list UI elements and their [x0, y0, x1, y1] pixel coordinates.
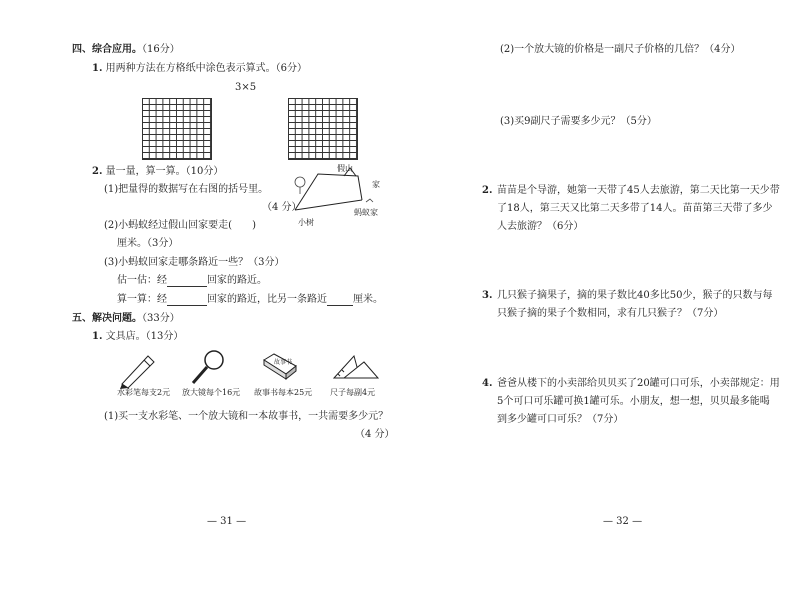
- question-text: 文具店。（13分）: [105, 331, 184, 342]
- question-2-line-1: 苗苗是个导游，她第一天带了45人去旅游，第二天比第一天少带: [497, 185, 780, 196]
- magnifier-icon: [188, 348, 228, 388]
- calc-suffix: 厘米。: [353, 294, 383, 305]
- sub-question-2-2: (2)小蚂蚁经过假山回家要走( ): [104, 220, 256, 231]
- question-1-line: [92, 63, 307, 75]
- estimate-prefix: 估一估：经: [117, 275, 167, 286]
- sub-question-2-3: (3)小蚂蚁回家走哪条路近一些？（3分）: [104, 257, 285, 268]
- question-number-2: 2.: [482, 185, 493, 196]
- sub-question-2-1: (1)把量得的数据写在右图的括号里。: [104, 184, 269, 195]
- question-3-line-1: 几只猴子摘果子，摘的果子数比40多比50少，猴子的只数与每: [497, 290, 773, 301]
- section-4-heading: [72, 44, 180, 56]
- sub-question-1-1: (1)买一支水彩笔、一个放大镜和一本故事书，一共需要多少元？: [104, 411, 389, 422]
- calculate-line: [117, 294, 383, 306]
- expression: 3×5: [235, 82, 257, 93]
- item-ruler-caption: [330, 387, 375, 399]
- section-5-heading: [72, 313, 180, 325]
- calc-prefix: 算一算：经: [117, 294, 167, 305]
- section-4-title: 四、综合应用。: [72, 44, 142, 55]
- item-pen-caption: [117, 387, 170, 399]
- question-text: 用两种方法在方格纸中涂色表示算式。（6分）: [105, 63, 308, 74]
- estimate-suffix: 回家的路近。: [207, 275, 267, 286]
- map-label-hill: 假山: [337, 164, 353, 173]
- item-price: 每副4元: [346, 388, 376, 397]
- pen-icon: [118, 350, 158, 390]
- page-number-right: — 32 —: [603, 516, 643, 527]
- book-cover-text: 故事书: [274, 359, 293, 366]
- question-2-line: [92, 166, 223, 178]
- calc-middle: 回家的路近，比另一条路近: [207, 294, 327, 305]
- question-number: 1.: [92, 63, 103, 74]
- item-name: 故事书: [254, 388, 278, 397]
- ant-route-map: [290, 162, 390, 232]
- item-name: 水彩笔: [117, 388, 141, 397]
- question-number-3: 3.: [482, 290, 493, 301]
- sub-question-1-3: (3)买9副尺子需要多少元？（5分）: [500, 116, 657, 127]
- question-4-line-2: 5个可口可乐罐可换1罐可乐。小朋友，想一想，贝贝最多能喝: [497, 396, 770, 407]
- section-5-points: （33分）: [142, 313, 180, 324]
- question-number: 2.: [92, 166, 103, 177]
- calc-blank-diff[interactable]: [327, 295, 353, 306]
- question-4-line-3: 到多少罐可口可乐？（7分）: [497, 414, 624, 425]
- map-label-home: 家: [372, 180, 380, 189]
- item-name: 放大镜: [182, 388, 206, 397]
- map-label-ant: 蚂蚁家: [354, 208, 378, 217]
- page-number-left: — 31 —: [207, 516, 247, 527]
- question-2-line-3: 人去旅游？（6分）: [497, 221, 584, 232]
- map-label-tree: 小树: [298, 218, 314, 227]
- item-book-caption: [254, 387, 312, 399]
- item-price: 每支2元: [141, 388, 171, 397]
- item-price: 每个16元: [206, 388, 241, 397]
- grid-paper-2[interactable]: [288, 98, 358, 160]
- sub-question-2-2-cont: 厘米。（3分）: [117, 238, 179, 249]
- sub-question-2-1-points: （4 分）: [262, 202, 302, 213]
- grid-paper-1[interactable]: [142, 98, 212, 160]
- estimate-line: [117, 275, 267, 287]
- section-4-points: （16分）: [142, 44, 180, 55]
- item-magnifier-caption: [182, 387, 240, 399]
- question-number-4: 4.: [482, 378, 493, 389]
- question-3-line-2: 只猴子摘的果子个数相同，求有几只猴子？（7分）: [497, 308, 724, 319]
- ruler-icon: [330, 352, 380, 382]
- item-name: 尺子: [330, 388, 346, 397]
- s5-question-1-line: [92, 331, 183, 343]
- estimate-blank[interactable]: [167, 276, 207, 287]
- sub-question-1-1-points: （4 分）: [355, 429, 395, 440]
- question-text: 量一量，算一算。（10分）: [105, 166, 224, 177]
- section-5-title: 五、解决问题。: [72, 313, 142, 324]
- sub-question-1-2: (2)一个放大镜的价格是一副尺子价格的几倍？（4分）: [500, 44, 741, 55]
- question-4-line-1: 爸爸从楼下的小卖部给贝贝买了20罐可口可乐，小卖部规定：用: [497, 378, 780, 389]
- question-2-line-2: 了18人，第三天又比第二天多带了14人。苗苗第三天带了多少: [497, 203, 773, 214]
- item-price: 每本25元: [278, 388, 313, 397]
- calc-blank-route[interactable]: [167, 295, 207, 306]
- question-number: 1.: [92, 331, 103, 342]
- book-icon: [262, 352, 298, 378]
